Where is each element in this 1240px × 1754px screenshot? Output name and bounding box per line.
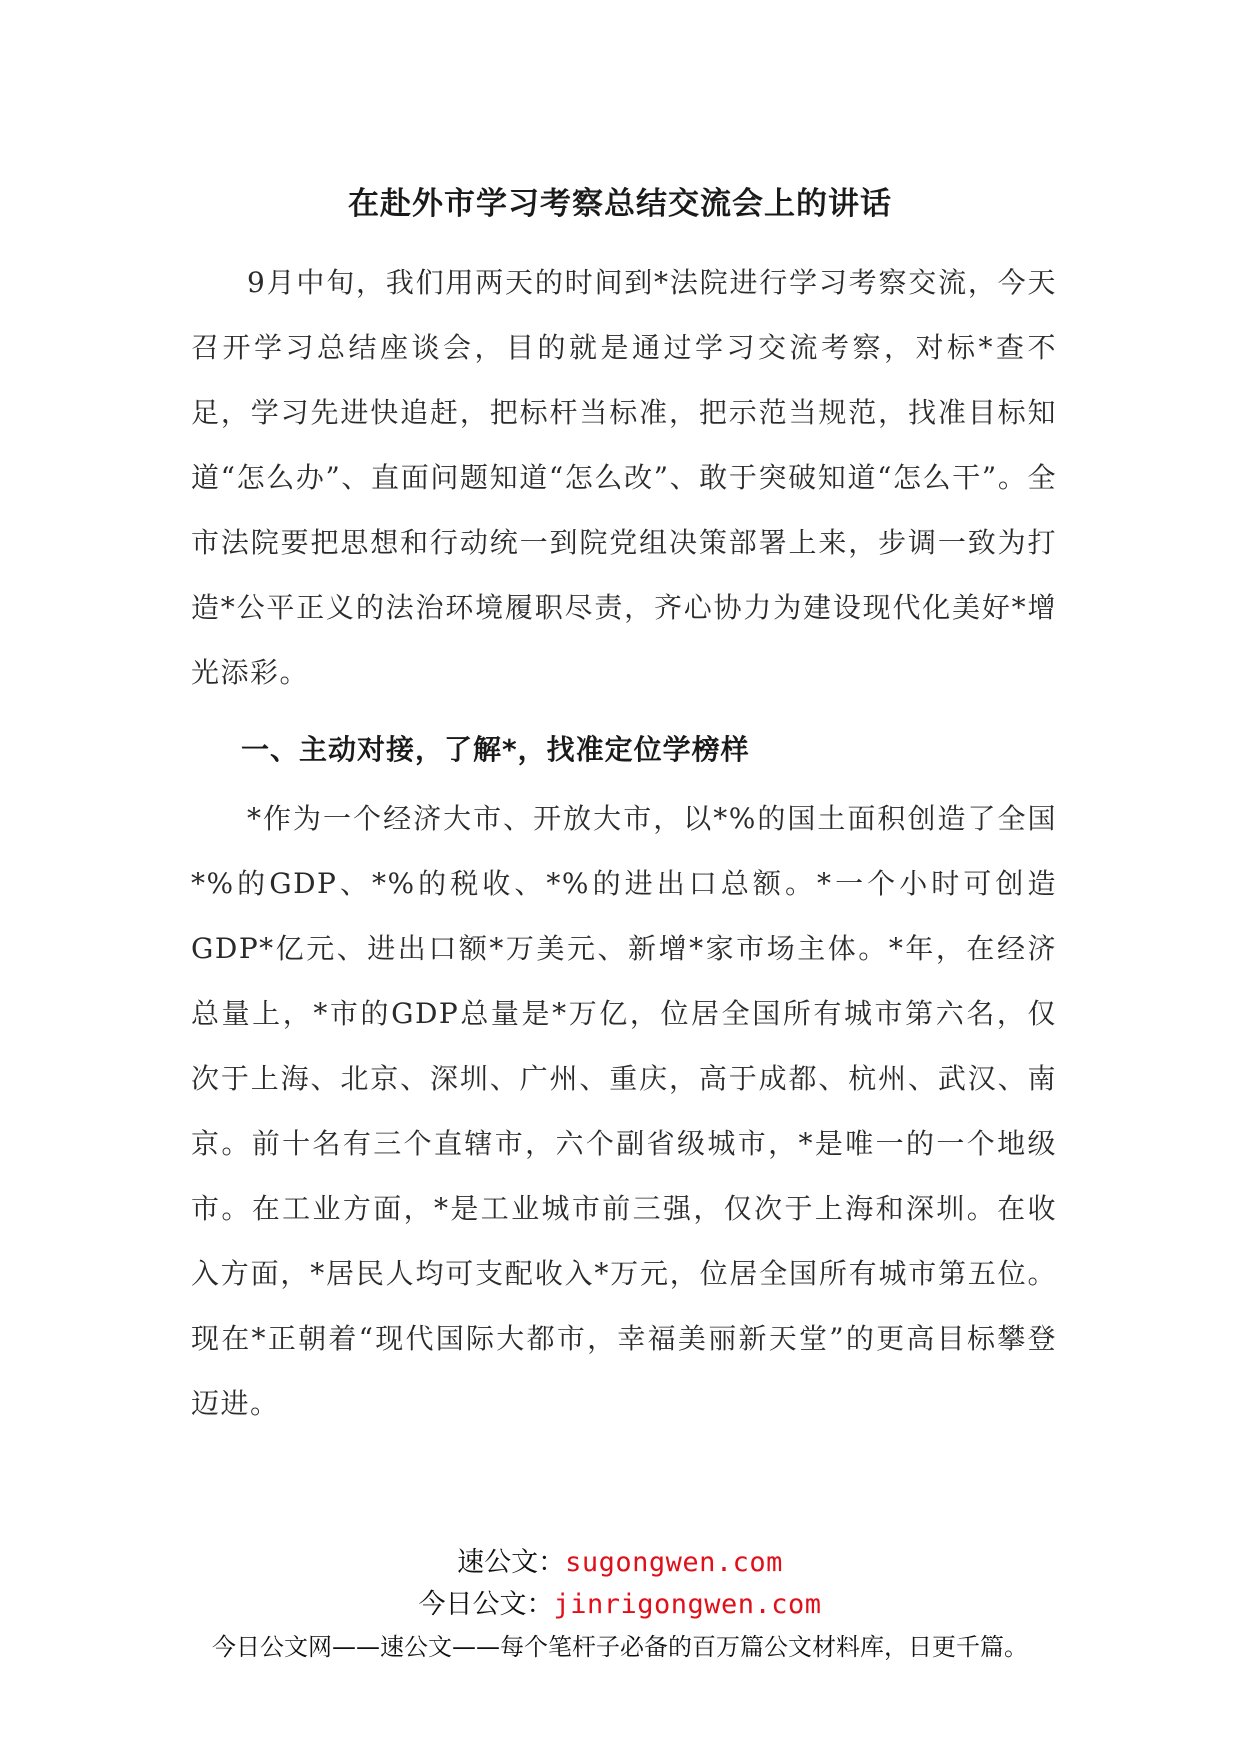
- footer-link-jinrigongwen[interactable]: jinrigongwen.com: [553, 1589, 822, 1620]
- footer-label-1: 速公文：: [457, 1547, 566, 1578]
- footer-line-2: [0, 1582, 1240, 1621]
- section-heading: 一、主动对接，了解*，找准定位学榜样: [241, 733, 750, 766]
- intro-paragraph: 9月中旬，我们用两天的时间到*法院进行学习考察交流，今天召开学习总结座谈会，目的就是通过学习交流考察，对标*查不足，学习先进快追赶，把标杆当标准，把示范当规范，找准目标知道“怎么办”、直面问题知道“怎么改”、敢于突破知道“怎么干”。全市法院要把思想和行动统一到院党组决策部署上来，步调一致为打造*公平正义的法治环境履职尽责，齐心协力为建设现代化美好*增光添彩。: [191, 266, 1057, 689]
- footer-link-sugongwen[interactable]: sugongwen.com: [565, 1547, 783, 1578]
- footer-tagline: 今日公文网——速公文——每个笔杆子必备的百万篇公文材料库，日更千篇。: [212, 1633, 1028, 1661]
- footer-label-2: 今日公文：: [418, 1589, 554, 1620]
- footer-line-1: [0, 1540, 1240, 1579]
- section-paragraph: *作为一个经济大市、开放大市，以*%的国土面积创造了全国*%的GDP、*%的税收、*%的进出口总额。*一个小时可创造GDP*亿元、进出口额*万美元、新增*家市场主体。*年，在经济总量上，*市的GDP总量是*万亿，位居全国所有城市第六名，仅次于上海、北京、深圳、广州、重庆，高于成都、杭州、武汉、南京。前十名有三个直辖市，六个副省级城市，*是唯一的一个地级市。在工业方面，*是工业城市前三强，仅次于上海和深圳。在收入方面，*居民人均可支配收入*万元，位居全国所有城市第五位。现在*正朝着“现代国际大都市，幸福美丽新天堂”的更高目标攀登迈进。: [191, 802, 1057, 1420]
- document-title: 在赴外市学习考察总结交流会上的讲话: [348, 186, 892, 222]
